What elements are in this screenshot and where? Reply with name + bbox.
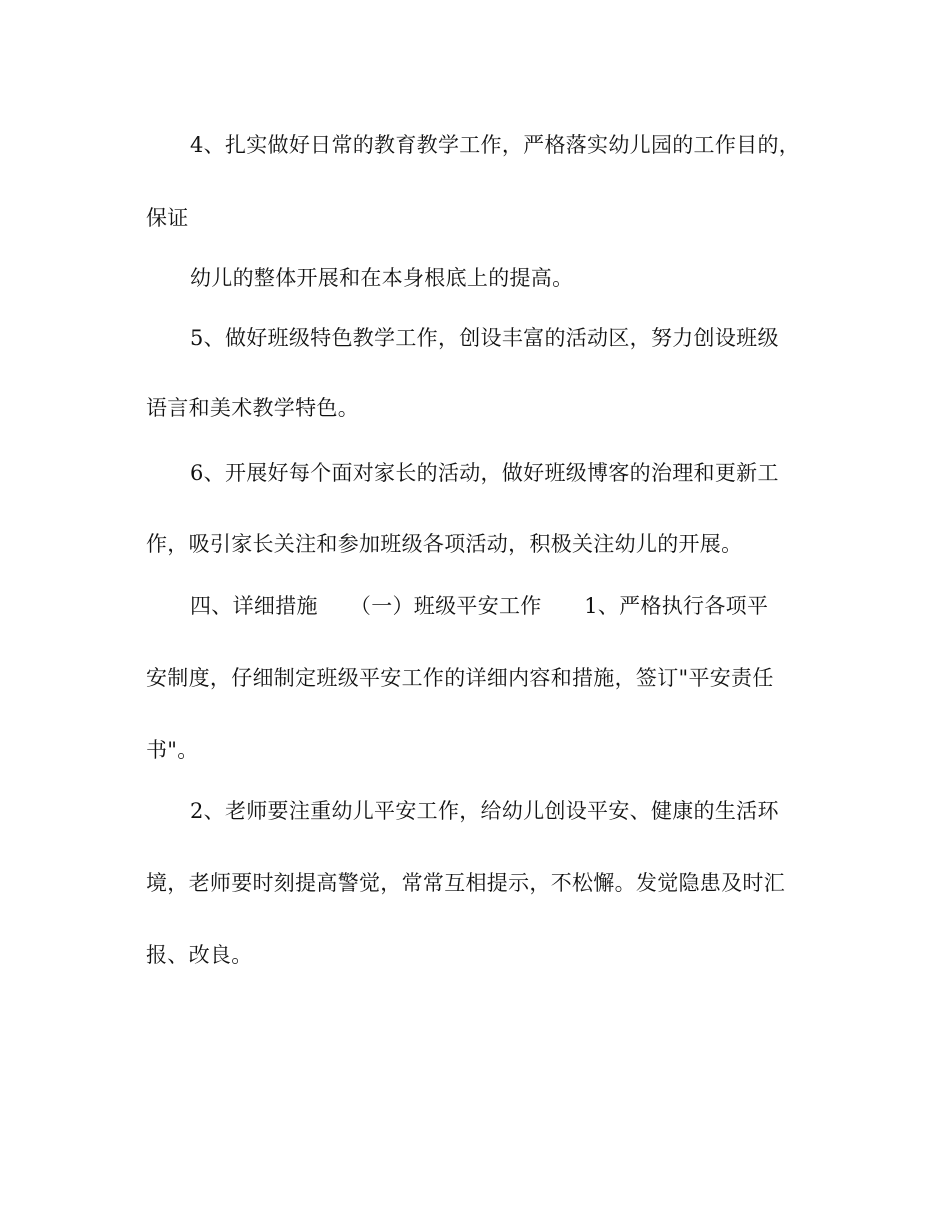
paragraph-line: 2、老师要注重幼儿平安工作，给幼儿创设平安、健康的生活环 (190, 799, 779, 823)
paragraph-line: 书"。 (146, 738, 199, 762)
paragraph-line: 安制度，仔细制定班级平安工作的详细内容和措施，签订"平安责任 (146, 666, 774, 690)
paragraph-line: 4、扎实做好日常的教育教学工作，严格落实幼儿园的工作目的， (190, 133, 801, 157)
paragraph-line: 幼儿的整体开展和在本身根底上的提高。 (190, 266, 574, 290)
paragraph-line: 报、改良。 (146, 943, 253, 967)
paragraph-line: 5、做好班级特色教学工作，创设丰富的活动区，努力创设班级 (190, 326, 779, 350)
paragraph-line: 四、详细措施 （一）班级平安工作 1、严格执行各项平 (190, 594, 769, 618)
paragraph-line: 保证 (146, 206, 189, 230)
paragraph-line: 语言和美术教学特色。 (146, 396, 359, 420)
paragraph-line: 作，吸引家长关注和参加班级各项活动，积极关注幼儿的开展。 (146, 532, 743, 556)
paragraph-line: 境，老师要时刻提高警觉，常常互相提示，不松懈。发觉隐患及时汇 (146, 871, 785, 895)
paragraph-line: 6、开展好每个面对家长的活动，做好班级博客的治理和更新工 (190, 461, 779, 485)
